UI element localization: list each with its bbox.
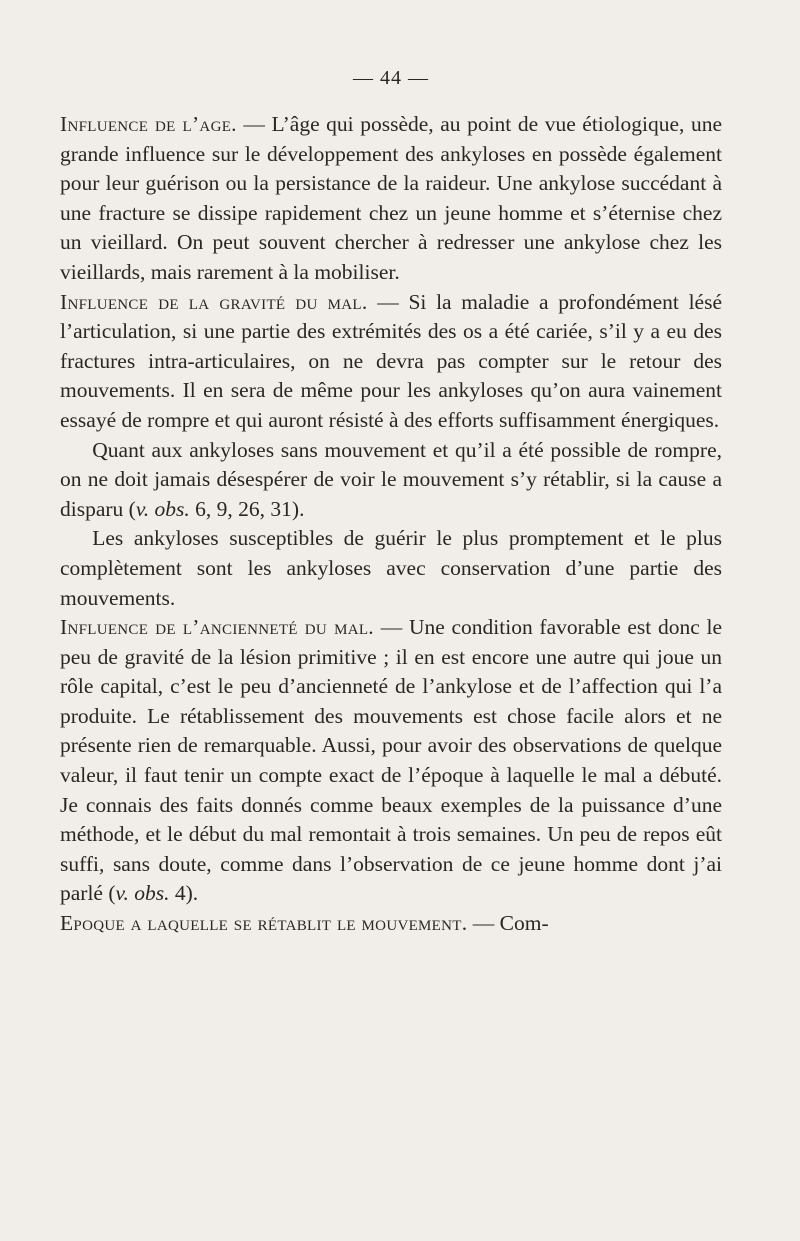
paragraph-ankyloses-susceptibles [60, 524, 722, 613]
paragraph-influence-anciennete [60, 613, 722, 909]
paragraph-influence-gravite [60, 288, 722, 436]
section-heading: Influence de la gravité du mal. [60, 289, 368, 314]
observation-reference: v. obs. [115, 881, 170, 906]
paragraph-text: — Si la maladie a profondément lésé l’articulation, si une partie des extrémités des os a été cariée, s’il y a eu des fractures intra-articulaires, on ne devra pas compter sur le retour des mouvements. Il en sera de même pour les ankyloses qu’on aura vainement essayé de rompre et qui auront résisté à des efforts suffisamment énergiques. [60, 289, 722, 432]
page-text-block [60, 66, 722, 939]
observation-reference: v. obs. [135, 496, 190, 521]
paragraph-text: — Com- [467, 911, 549, 936]
paragraph-text: 6, 9, 26, 31). [189, 496, 305, 521]
section-heading: Influence de l’ancienneté du mal. [60, 615, 374, 640]
paragraph-ankyloses-sans-mouvement [60, 436, 722, 525]
paragraph-text: — Une condition favorable est donc le peu de gravité de la lésion primitive ; il en est encore une autre qui joue un rôle capital, c’est le peu d’ancienneté de l’ankylose et de l’affection qui l’a produite. Le rétablissement des mouvements est chose facile alors et ne présente rien de remarquable. Aussi, pour avoir des observations de quelque valeur, il faut tenir un compte exact de l’époque à laquelle le mal a débuté. Je connais des faits donnés comme beaux exemples de la puissance d’une méthode, et le début du mal remontait à trois semaines. Un peu de repos eût suffi, sans doute, comme dans l’observation de ce jeune homme dont j’ai parlé ( [60, 615, 722, 906]
section-heading: Epoque a laquelle se rétablit le mouvement. [60, 911, 468, 936]
paragraph-epoque-retablissement [60, 909, 722, 939]
page-number: — 44 — [353, 67, 429, 89]
paragraph-text: Les ankyloses susceptibles de guérir le plus promptement et le plus complètement sont les ankyloses avec conservation d’une partie des mouvements. [60, 526, 722, 610]
paragraph-text: 4). [169, 881, 199, 906]
section-heading: Influence de l’age. [60, 112, 237, 136]
paragraph-text: Quant aux ankyloses sans mouvement et qu’il a été possible de rompre, on ne doit jamais désespérer de voir le mouvement s’y rétablir, si la cause a disparu ( [60, 437, 722, 521]
paragraph-influence-age [60, 110, 722, 288]
paragraph-text: — L’âge qui possède, au point de vue étiologique, une grande influence sur le développement des ankyloses en possède également pour leur guérison ou la persistance de la raideur. Une ankylose succédant à une fracture se dissipe rapidement chez un jeune homme et s’éternise chez un vieillard. On peut souvent chercher à redresser une ankylose chez les vieillards, mais rarement à la mobiliser. [60, 112, 722, 284]
